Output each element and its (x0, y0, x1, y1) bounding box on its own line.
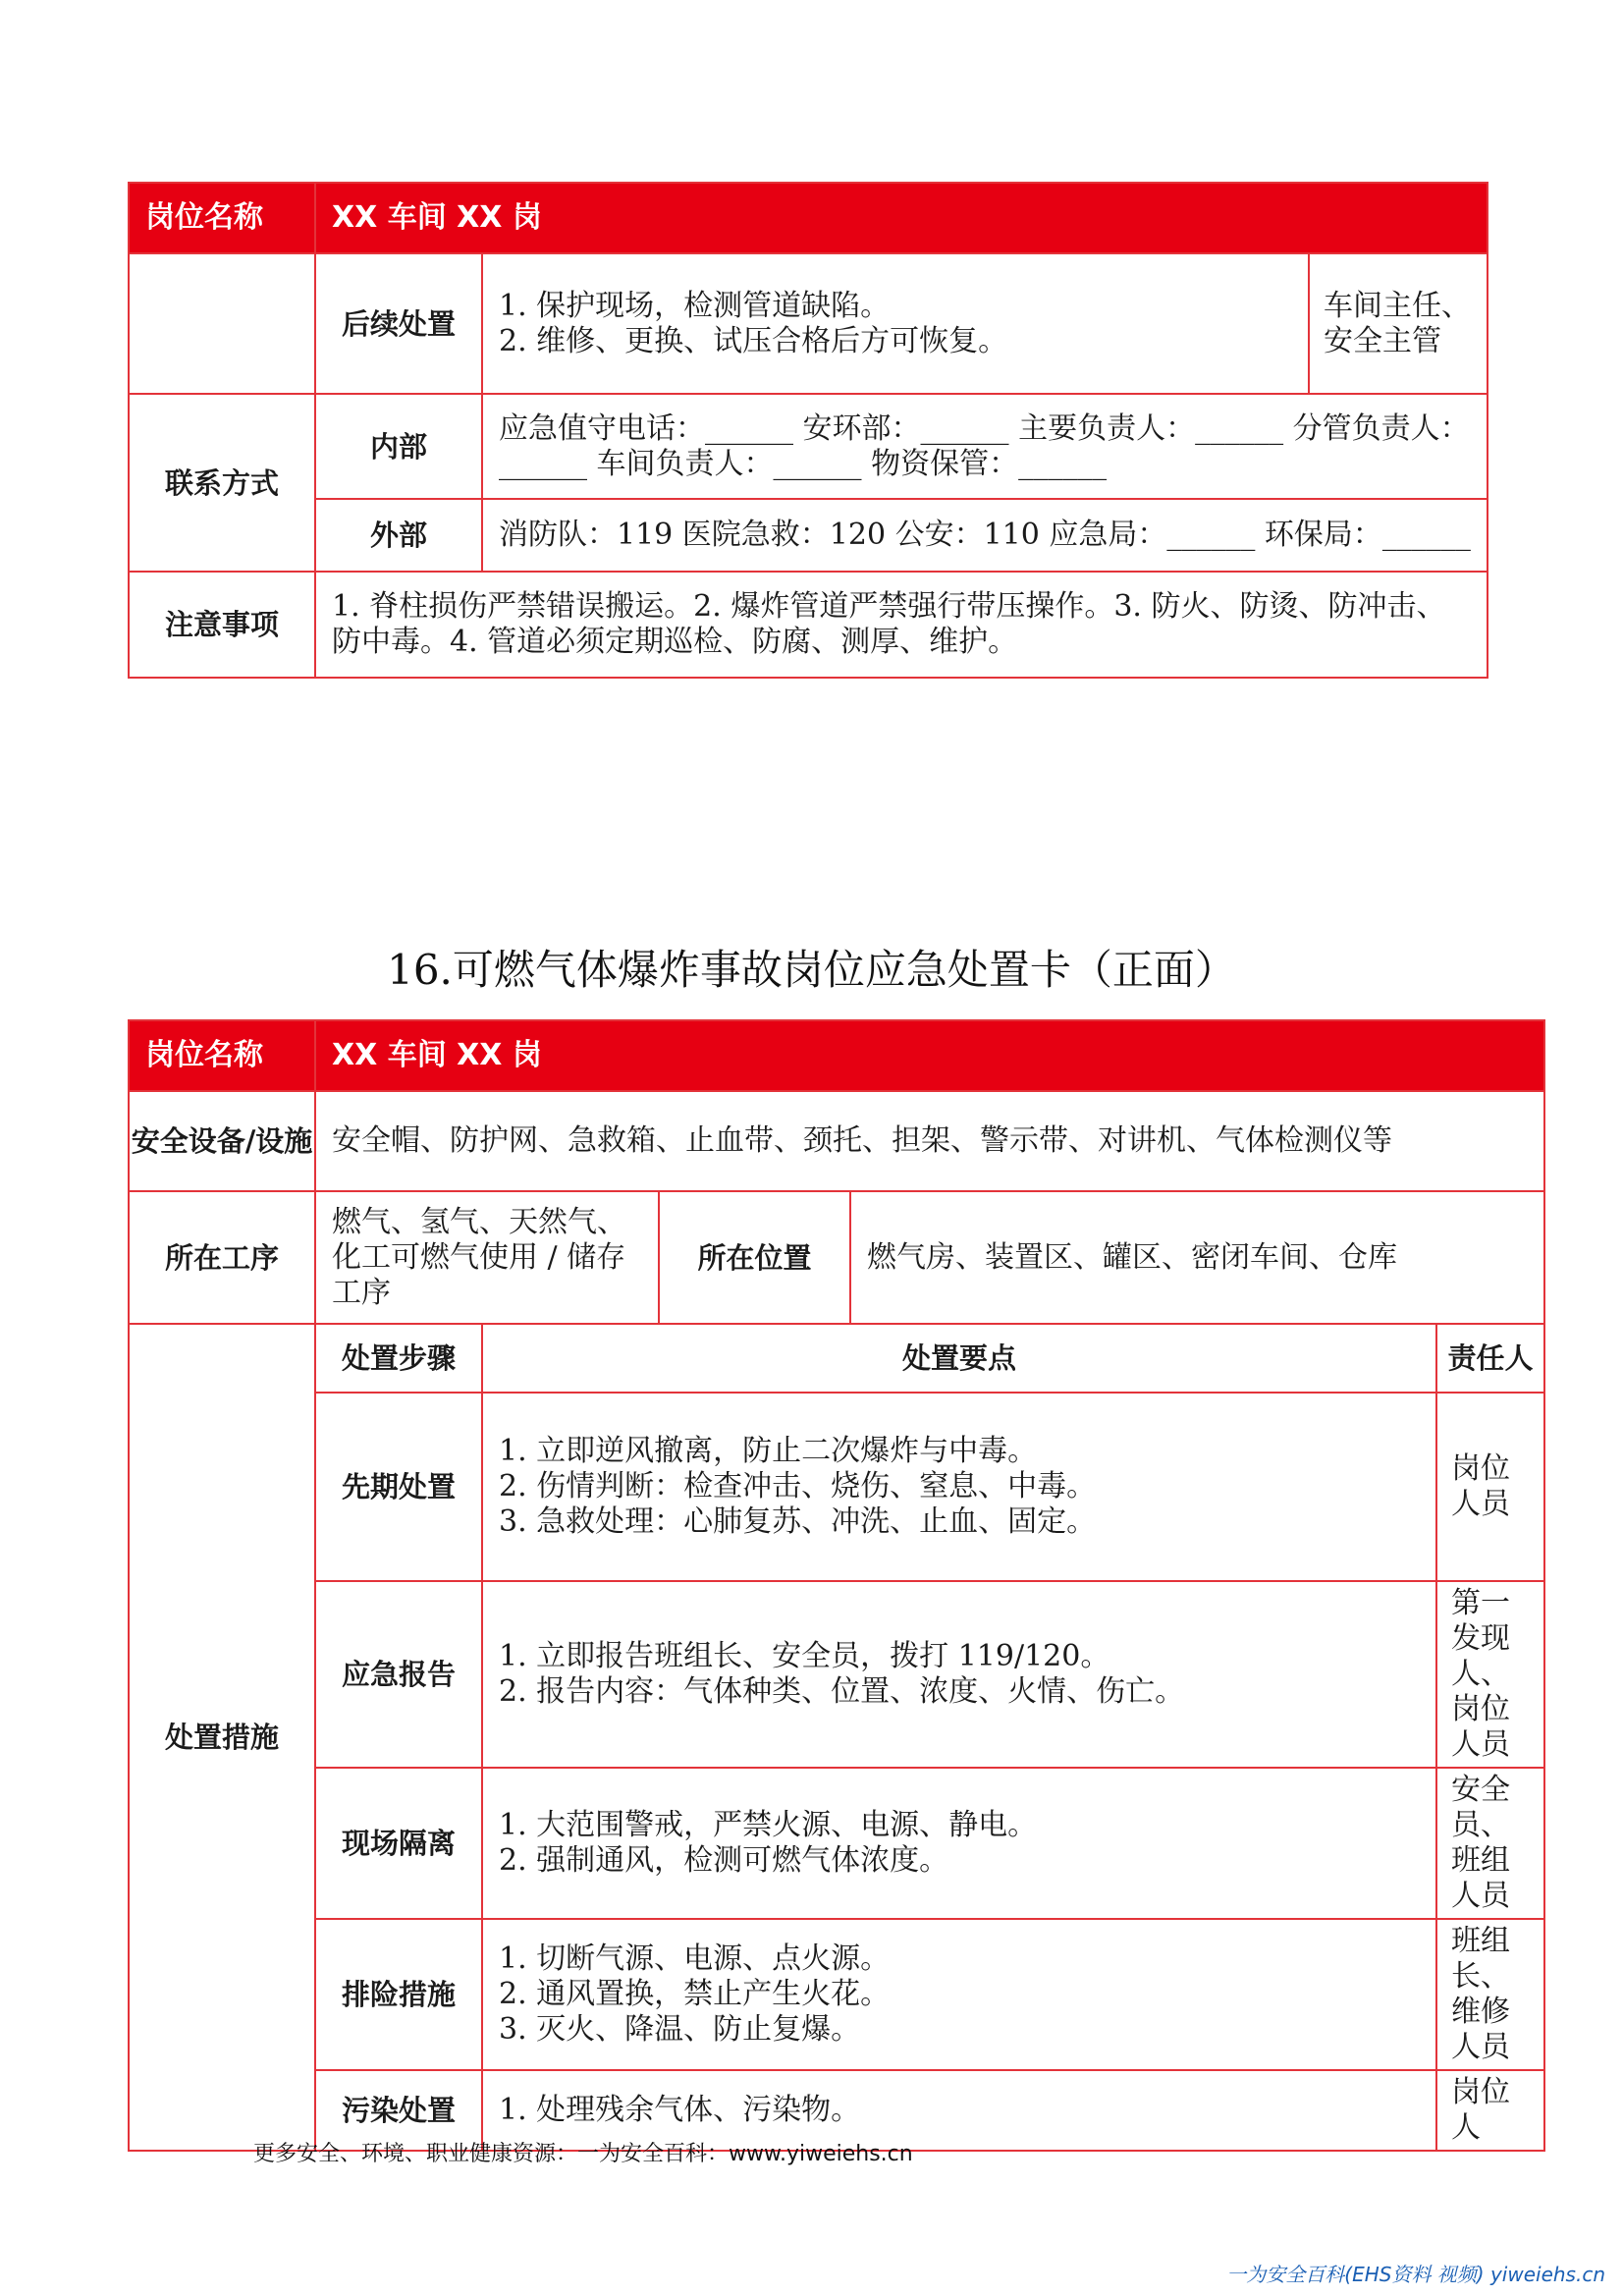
contact-external-label: 外部 (315, 499, 482, 572)
card2-table (128, 1019, 1545, 2152)
post-name-label: 岗位名称 (129, 183, 315, 253)
point-line: 2. 强制通风，检测可燃气体浓度。 (499, 1843, 949, 1878)
followup-step: 1. 保护现场，检测管道缺陷。 (499, 288, 891, 323)
point-line: 2. 报告内容：气体种类、位置、浓度、火情、伤亡。 (499, 1674, 1185, 1709)
followup-responsible: 车间主任、安全主管 (1309, 253, 1488, 394)
step-responsible: 安全员、班组人员 (1436, 1768, 1544, 1919)
step-label: 应急报告 (315, 1581, 482, 1768)
followup-points (482, 253, 1309, 394)
step-points (482, 1919, 1436, 2070)
card2-title: 16.可燃气体爆炸事故岗位应急处置卡（正面） (387, 946, 1236, 994)
point-line: 1. 立即报告班组长、安全员，拨打 119/120。 (499, 1639, 1110, 1673)
notes-text: 1. 脊柱损伤严禁错误搬运。2. 爆炸管道严禁强行带压操作。3. 防火、防烫、防冲击、防中毒。4. 管道必须定期巡检、防腐、测厚、维护。 (315, 572, 1488, 678)
equipment-label: 安全设备/设施 (129, 1091, 315, 1191)
equipment-text: 安全帽、防护网、急救箱、止血带、颈托、担架、警示带、对讲机、气体检测仪等 (315, 1091, 1544, 1191)
col-header-points: 处置要点 (482, 1324, 1436, 1393)
contact-label: 联系方式 (129, 394, 315, 572)
notes-label: 注意事项 (129, 572, 315, 678)
empty-cell (129, 253, 315, 394)
point-line: 3. 急救处理：心肺复苏、冲洗、止血、固定。 (499, 1504, 1097, 1539)
post-name-value: XX 车间 XX 岗 (315, 183, 1488, 253)
col-header-step: 处置步骤 (315, 1324, 482, 1393)
followup-step: 2. 维修、更换、试压合格后方可恢复。 (499, 323, 1008, 358)
step-responsible: 岗位人 (1436, 2070, 1544, 2151)
step-label: 排险措施 (315, 1919, 482, 2070)
point-line: 1. 处理残余气体、污染物。 (499, 2093, 861, 2127)
step-label: 污染处置 (315, 2070, 482, 2151)
step-responsible: 班组长、维修人员 (1436, 1919, 1544, 2070)
col-header-responsible: 责任人 (1436, 1324, 1544, 1393)
step-label: 先期处置 (315, 1393, 482, 1581)
point-line: 2. 通风置换，禁止产生火花。 (499, 1977, 891, 2011)
measures-label: 处置措施 (129, 1324, 315, 2151)
point-line: 2. 伤情判断：检查冲击、烧伤、窒息、中毒。 (499, 1469, 1097, 1503)
point-line: 3. 灭火、降温、防止复爆。 (499, 2012, 861, 2047)
step-label: 现场隔离 (315, 1768, 482, 1919)
process-label: 所在工序 (129, 1191, 315, 1324)
card1-table (128, 182, 1488, 679)
location-text: 燃气房、装置区、罐区、密闭车间、仓库 (850, 1191, 1544, 1324)
post-name-label: 岗位名称 (129, 1020, 315, 1091)
point-line: 1. 大范围警戒，严禁火源、电源、静电。 (499, 1808, 1038, 1842)
process-text: 燃气、氢气、天然气、化工可燃气使用 / 储存工序 (315, 1191, 659, 1324)
step-points (482, 1581, 1436, 1768)
contact-external-text: 消防队：119 医院急救：120 公安：110 应急局：______ 环保局：______ (482, 499, 1488, 572)
step-points (482, 1768, 1436, 1919)
point-line: 1. 立即逆风撤离，防止二次爆炸与中毒。 (499, 1434, 1038, 1468)
step-responsible: 第一发现人、岗位人员 (1436, 1581, 1544, 1768)
step-points (482, 1393, 1436, 1581)
watermark: 一为安全百科(EHS资料 视频) yiweiehs.cn (1226, 2263, 1605, 2286)
post-name-value: XX 车间 XX 岗 (315, 1020, 1544, 1091)
step-responsible: 岗位人员 (1436, 1393, 1544, 1581)
point-line: 1. 切断气源、电源、点火源。 (499, 1941, 891, 1976)
location-label: 所在位置 (659, 1191, 850, 1324)
footer-text: 更多安全、环境、职业健康资源：一为安全百科：www.yiweiehs.cn (253, 2142, 913, 2166)
contact-internal-text: 应急值守电话：______ 安环部：______ 主要负责人：______ 分管负责人：______ 车间负责人：______ 物资保管：______ (482, 394, 1488, 499)
followup-label: 后续处置 (315, 253, 482, 394)
contact-internal-label: 内部 (315, 394, 482, 499)
